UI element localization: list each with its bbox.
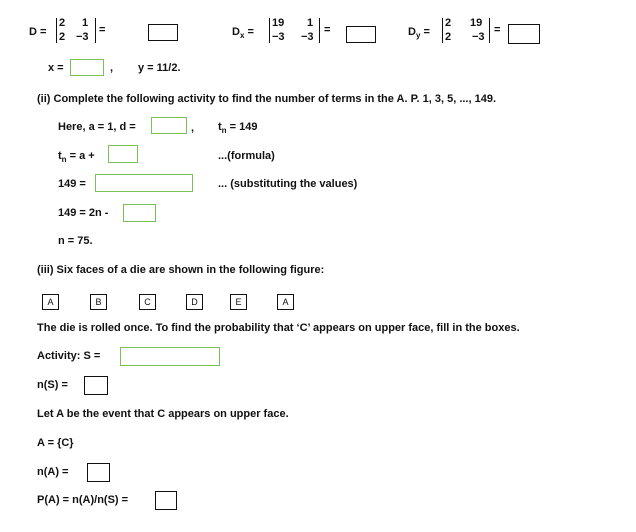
dx-a22: −3 [301,31,314,43]
formula-box[interactable] [108,145,138,163]
part-ii-heading: (ii) Complete the following activity to find the number of terms in the A. P. 1, 3, 5, ..., 149. [37,93,497,105]
x-comma: , [110,62,114,74]
tn-value: $t_n = 149$ [218,121,258,135]
die-face-a: A [42,294,59,310]
pa-label: P(A) = n(A)/n(S) = [37,494,129,506]
val149-label: 149 = [58,178,86,190]
d-equals: = [99,24,106,36]
die-face-e: E [230,294,247,310]
dx-answer-box[interactable] [346,26,376,43]
activity-label: Activity: S = [37,350,101,362]
na-label: n(A) = [37,466,69,478]
tn-formula: $t_n = a$ + [58,150,95,164]
na-box[interactable] [87,463,110,482]
dy-a11: 2 [445,17,452,29]
pa-box[interactable] [155,491,177,510]
dy-right-bar [489,18,490,43]
formula-note: ...(formula) [218,150,275,162]
event-text: Let A be the event that C appears on upper face. [37,408,289,420]
dx-left-bar [269,18,270,43]
n-result: n = 75. [58,235,93,247]
y-value: y = 11/2. [138,62,181,74]
d-a12: 1 [82,17,89,29]
dx-a21: −3 [272,31,285,43]
part-iii-heading: (iii) Six faces of a die are shown in the following figure: [37,264,325,276]
die-face-a2: A [277,294,294,310]
eq-2n-box[interactable] [123,204,156,222]
x-answer-box[interactable] [70,59,104,76]
dy-left-bar [442,18,443,43]
die-face-c: C [139,294,156,310]
d-label: D = [29,26,47,38]
dy-a12: 19 [470,17,483,29]
d-right-bar [95,18,96,43]
die-face-d: D [186,294,203,310]
dx-a12: 1 [307,17,314,29]
d-a11: 2 [59,17,66,29]
d-answer-box[interactable] [148,24,178,41]
ns-box[interactable] [84,376,108,395]
here-comma: , [191,122,195,134]
here-text: Here, a = 1, d = [58,121,136,133]
dx-a11: 19 [272,17,285,29]
sample-space-box[interactable] [120,347,220,366]
dy-a21: 2 [445,31,452,43]
d-a21: 2 [59,31,66,43]
die-instruction: The die is rolled once. To find the probability that ‘C’ appears on upper face, fill in the boxes. [37,322,520,334]
dx-equals: = [324,24,331,36]
substitution-box[interactable] [95,174,193,192]
d-value-box[interactable] [151,117,187,134]
dy-a22: −3 [472,31,485,43]
dy-equals: = [494,24,501,36]
die-face-b: B [90,294,107,310]
ns-label: n(S) = [37,379,68,391]
d-left-bar [56,18,57,43]
event-set: A = {C} [37,437,74,449]
d-a22: −3 [76,31,89,43]
dx-label: $D_x$ = [232,26,254,40]
dy-answer-box[interactable] [508,24,540,44]
dy-label: $D_y$ = [408,26,430,40]
subst-note: ... (substituting the values) [218,178,358,190]
x-label: x = [48,62,64,74]
dx-right-bar [319,18,320,43]
eq-2n-label: 149 = 2n - [58,207,109,219]
